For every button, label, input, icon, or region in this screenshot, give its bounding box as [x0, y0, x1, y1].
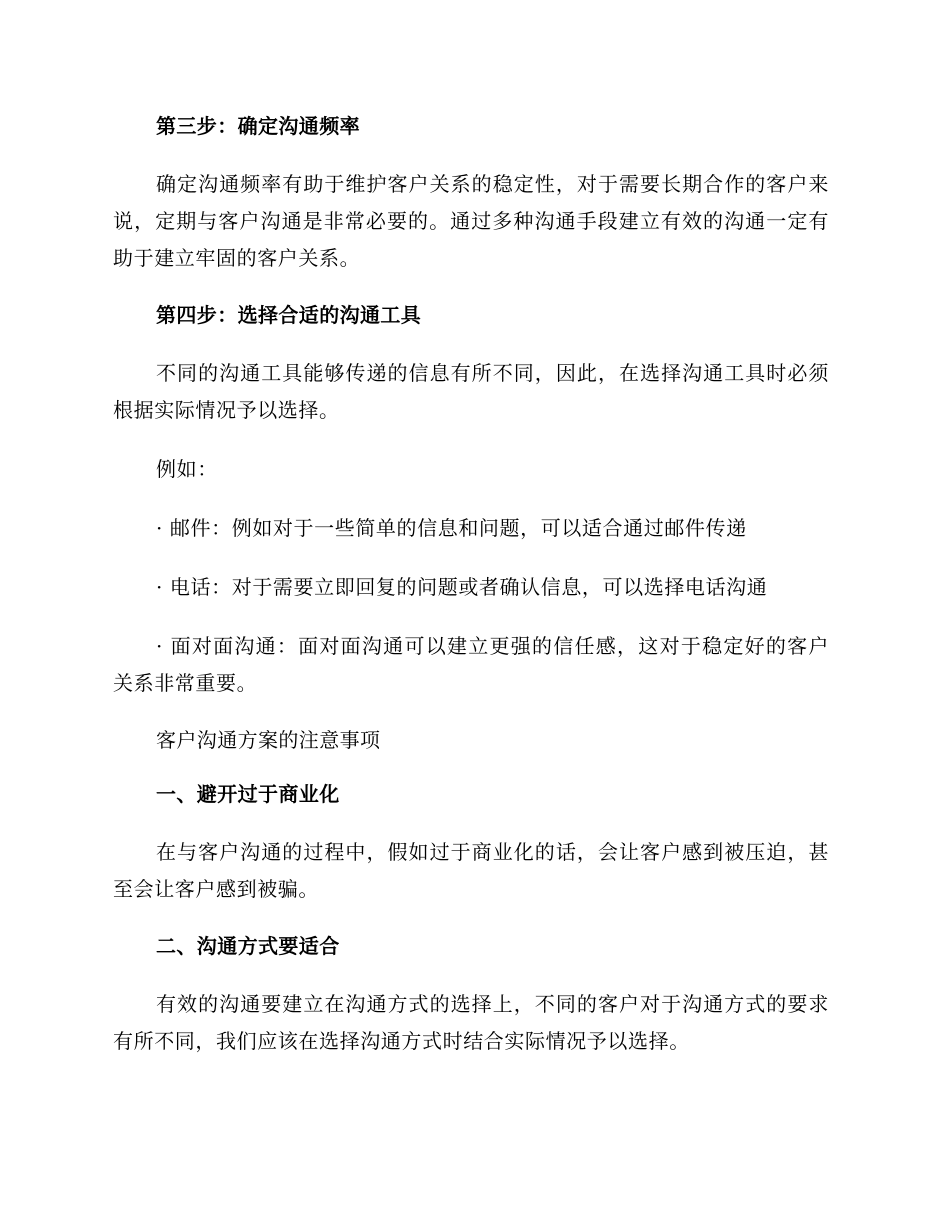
- list-item-face-to-face: · 面对面沟通：面对面沟通可以建立更强的信任感，这对于稳定好的客户关系非常重要。: [113, 634, 829, 695]
- paragraph-suitable-method: 有效的沟通要建立在沟通方式的选择上，不同的客户对于沟通方式的要求有所不同，我们应该在选择沟通方式时结合实际情况予以选择。: [113, 992, 829, 1053]
- paragraph-tools: 不同的沟通工具能够传递的信息有所不同，因此，在选择沟通工具时必须根据实际情况予以选择。: [113, 361, 829, 422]
- heading-step-four: 第四步：选择合适的沟通工具: [156, 303, 422, 327]
- heading-step-three: 第三步：确定沟通频率: [156, 114, 360, 138]
- paragraph-frequency: 确定沟通频率有助于维护客户关系的稳定性，对于需要长期合作的客户来说，定期与客户沟通是非常必要的。通过多种沟通手段建立有效的沟通一定有助于建立牢固的客户关系。: [113, 172, 829, 270]
- list-item-email: · 邮件：例如对于一些简单的信息和问题，可以适合通过邮件传递: [156, 516, 747, 540]
- document-body: [113, 110, 829, 1082]
- list-item-phone: · 电话：对于需要立即回复的问题或者确认信息，可以选择电话沟通: [156, 575, 768, 599]
- paragraph-example-intro: 例如：: [156, 457, 218, 481]
- heading-avoid-commercial: 一、避开过于商业化: [156, 782, 340, 806]
- paragraph-avoid-commercial: 在与客户沟通的过程中，假如过于商业化的话，会让客户感到被压迫，甚至会让客户感到被骗。: [113, 840, 829, 901]
- heading-suitable-method: 二、沟通方式要适合: [156, 934, 340, 958]
- section-title-notes: 客户沟通方案的注意事项: [156, 728, 381, 752]
